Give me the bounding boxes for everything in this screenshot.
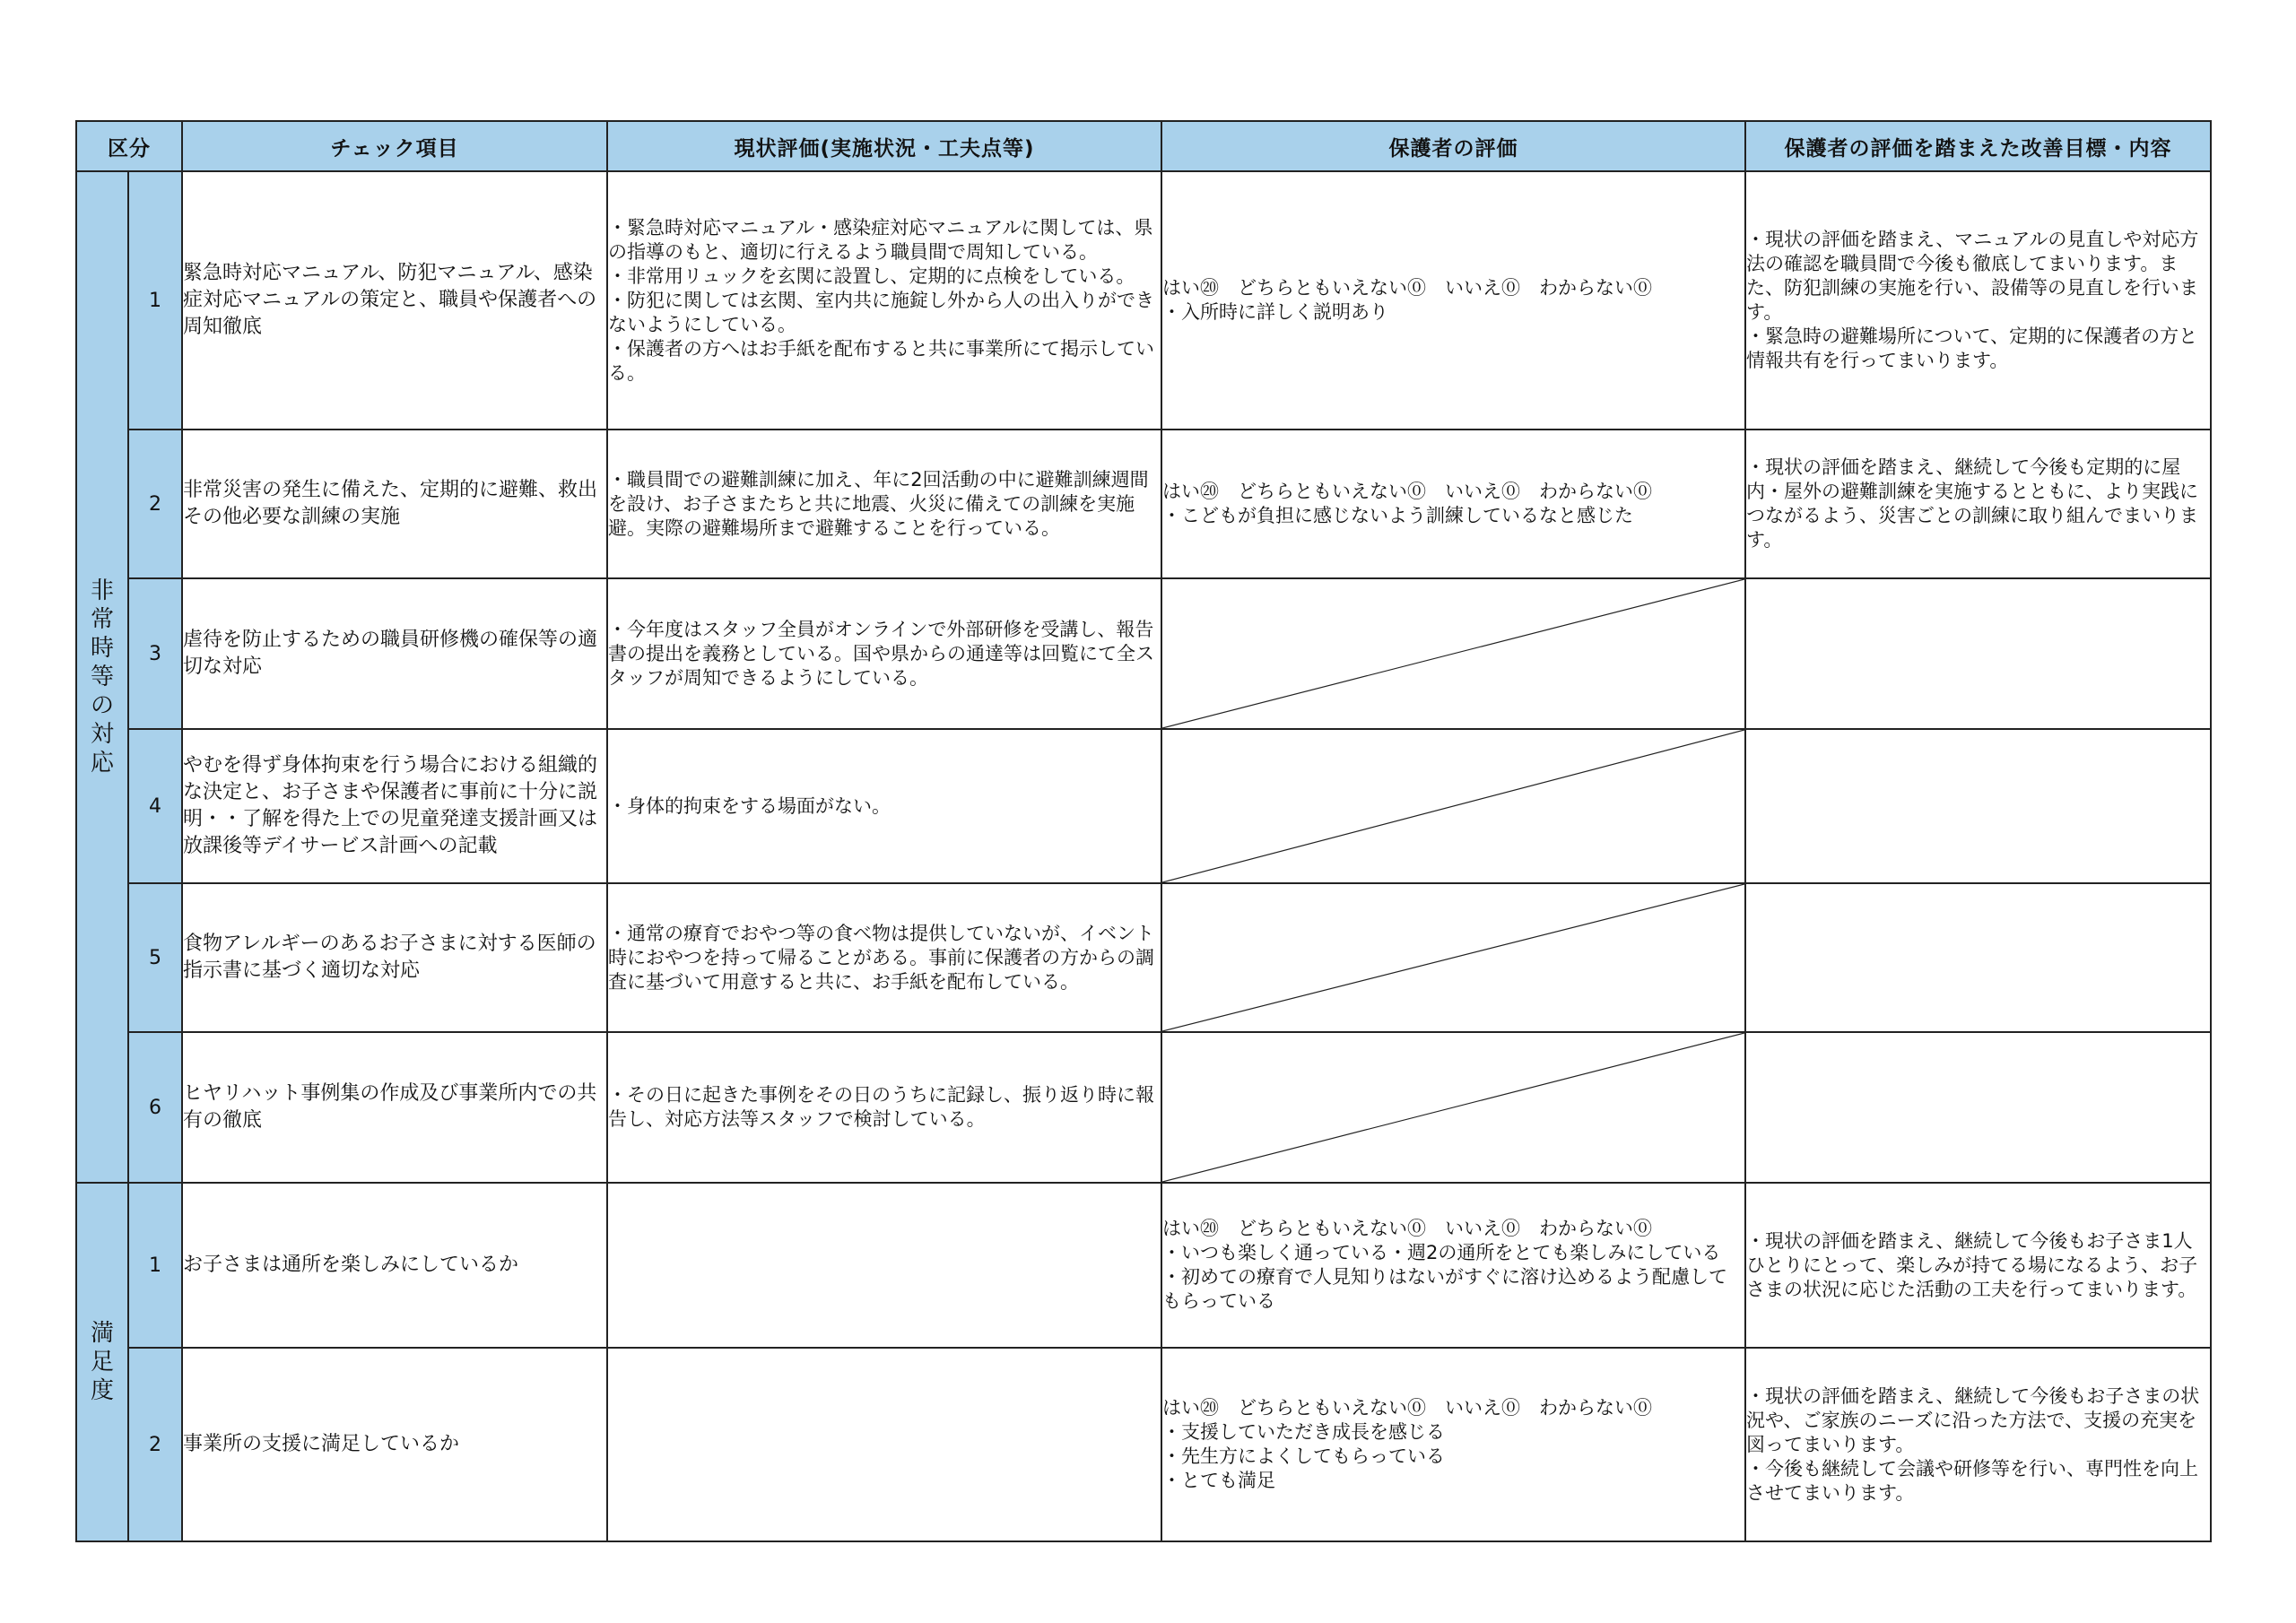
header-category: 区分 [76, 121, 182, 171]
guardian-evaluation-na [1161, 1032, 1745, 1183]
check-item: 事業所の支援に満足しているか [182, 1348, 607, 1541]
row-number: 3 [128, 578, 182, 729]
check-item: お子さまは通所を楽しみにしているか [182, 1183, 607, 1348]
check-item: やむを得ず身体拘束を行う場合における組織的な決定と、お子さまや保護者に事前に十分に説明・・了解を得た上での児童発達支援計画又は放課後等デイサービス計画への記載 [182, 729, 607, 883]
row-number: 1 [128, 171, 182, 430]
table-row [76, 171, 2211, 430]
diagonal-strike [1162, 884, 1744, 1031]
guardian-evaluation-na [1161, 578, 1745, 729]
current-evaluation: ・今年度はスタッフ全員がオンラインで外部研修を受講し、報告書の提出を義務としている。国や県からの通達等は回覧にて全スタッフが周知できるようにしている。 [607, 578, 1161, 729]
check-item: 食物アレルギーのあるお子さまに対する医師の指示書に基づく適切な対応 [182, 883, 607, 1032]
section-label-satisfaction: 満足度 [76, 1183, 128, 1541]
check-item: 緊急時対応マニュアル、防犯マニュアル、感染症対応マニュアルの策定と、職員や保護者への周知徹底 [182, 171, 607, 430]
guardian-evaluation-na [1161, 729, 1745, 883]
row-number: 5 [128, 883, 182, 1032]
row-number: 2 [128, 430, 182, 578]
current-evaluation: ・身体的拘束をする場面がない。 [607, 729, 1161, 883]
table-row [76, 1032, 2211, 1183]
table-row [76, 578, 2211, 729]
diagonal-strike [1162, 730, 1744, 882]
improvement-goal-empty [1745, 883, 2211, 1032]
improvement-goal: ・現状の評価を踏まえ、継続して今後もお子さまの状況や、ご家族のニーズに沿った方法で、支援の充実を図ってまいります。 ・今後も継続して会議や研修等を行い、専門性を向上させてまいります。 [1745, 1348, 2211, 1541]
check-item: 虐待を防止するための職員研修機の確保等の適切な対応 [182, 578, 607, 729]
row-number: 2 [128, 1348, 182, 1541]
row-number: 1 [128, 1183, 182, 1348]
header-current-evaluation: 現状評価(実施状況・工夫点等) [607, 121, 1161, 171]
current-evaluation: ・職員間での避難訓練に加え、年に2回活動の中に避難訓練週間を設け、お子さまたちと共に地震、火災に備えての訓練を実施避。実際の避難場所まで避難することを行っている。 [607, 430, 1161, 578]
table-row [76, 430, 2211, 578]
current-evaluation: ・通常の療育でおやつ等の食べ物は提供していないが、イベント時におやつを持って帰ることがある。事前に保護者の方からの調査に基づいて用意すると共に、お手紙を配布している。 [607, 883, 1161, 1032]
current-evaluation-empty [607, 1183, 1161, 1348]
guardian-evaluation: はい⑳ どちらともいえない⓪ いいえ⓪ わからない⓪ ・こどもが負担に感じないよう訓練しているなと感じた [1161, 430, 1745, 578]
current-evaluation-empty [607, 1348, 1161, 1541]
table-row [76, 1183, 2211, 1348]
improvement-goal: ・現状の評価を踏まえ、継続して今後も定期的に屋内・屋外の避難訓練を実施するとともに、より実践につながるよう、災害ごとの訓練に取り組んでまいります。 [1745, 430, 2211, 578]
improvement-goal: ・現状の評価を踏まえ、マニュアルの見直しや対応方法の確認を職員間で今後も徹底してまいります。また、防犯訓練の実施を行い、設備等の見直しを行います。 ・緊急時の避難場所について、定期的に保護者の方と情報共有を行ってまいります。 [1745, 171, 2211, 430]
header-improvement: 保護者の評価を踏まえた改善目標・内容 [1745, 121, 2211, 171]
evaluation-table [75, 120, 2212, 1542]
improvement-goal-empty [1745, 1032, 2211, 1183]
diagonal-strike [1162, 1033, 1744, 1182]
current-evaluation: ・その日に起きた事例をその日のうちに記録し、振り返り時に報告し、対応方法等スタッフで検討している。 [607, 1032, 1161, 1183]
table-row [76, 729, 2211, 883]
header-check-item: チェック項目 [182, 121, 607, 171]
check-item: 非常災害の発生に備えた、定期的に避難、救出その他必要な訓練の実施 [182, 430, 607, 578]
row-number: 6 [128, 1032, 182, 1183]
table-row [76, 883, 2211, 1032]
header-row [76, 121, 2211, 171]
current-evaluation: ・緊急時対応マニュアル・感染症対応マニュアルに関しては、県の指導のもと、適切に行えるよう職員間で周知している。 ・非常用リュックを玄関に設置し、定期的に点検をしている。 ・防犯に関しては玄関、室内共に施錠し外から人の出入りができないようにしている。 ・保護者の方へはお手紙を配布すると共に事業所にて掲示している。 [607, 171, 1161, 430]
guardian-evaluation-na [1161, 883, 1745, 1032]
diagonal-strike [1162, 579, 1744, 728]
improvement-goal: ・現状の評価を踏まえ、継続して今後もお子さま1人ひとりにとって、楽しみが持てる場になるよう、お子さまの状況に応じた活動の工夫を行ってまいります。 [1745, 1183, 2211, 1348]
guardian-evaluation: はい⑳ どちらともいえない⓪ いいえ⓪ わからない⓪ ・いつも楽しく通っている・週2の通所をとても楽しみにしている ・初めての療育で人見知りはないがすぐに溶け込めるよう配慮してもらっている [1161, 1183, 1745, 1348]
header-guardian-evaluation: 保護者の評価 [1161, 121, 1745, 171]
section-label-emergency: 非常時等の対応 [76, 171, 128, 1183]
guardian-evaluation: はい⑳ どちらともいえない⓪ いいえ⓪ わからない⓪ ・支援していただき成長を感じる ・先生方によくしてもらっている ・とても満足 [1161, 1348, 1745, 1541]
row-number: 4 [128, 729, 182, 883]
table-row [76, 1348, 2211, 1541]
guardian-evaluation: はい⑳ どちらともいえない⓪ いいえ⓪ わからない⓪ ・入所時に詳しく説明あり [1161, 171, 1745, 430]
improvement-goal-empty [1745, 578, 2211, 729]
improvement-goal-empty [1745, 729, 2211, 883]
check-item: ヒヤリハット事例集の作成及び事業所内での共有の徹底 [182, 1032, 607, 1183]
